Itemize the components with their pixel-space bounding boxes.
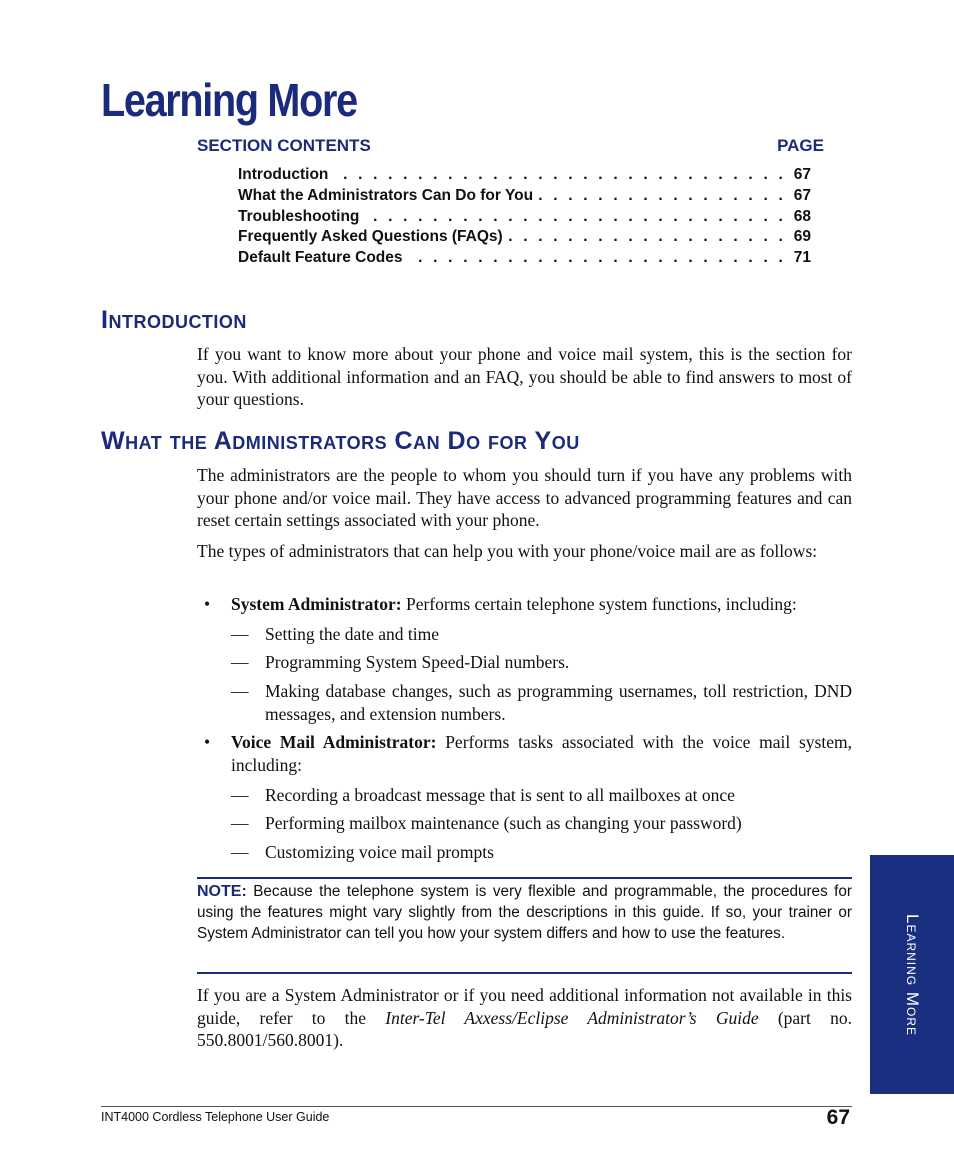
footer-divider — [101, 1106, 852, 1107]
guide-reference: Inter-Tel Axxess/Eclipse Administrator’s Guide — [385, 1007, 759, 1028]
admins-paragraph-1: The administrators are the people to whom you should turn if you have any problems with your phone and/or voice mail. They have access to advanced programming features and can reset certain settings associated with your phone. — [197, 465, 852, 531]
dash-icon: — — [231, 652, 249, 672]
toc-entry-page: 67 — [792, 186, 811, 207]
toc-entry-page: 71 — [792, 248, 811, 269]
toc-page-heading: PAGE — [777, 136, 824, 155]
toc-list — [238, 165, 811, 269]
toc-entry[interactable] — [238, 248, 811, 269]
note-label: NOTE: — [197, 883, 247, 900]
closing-paragraph: If you are a System Administrator or if you need additional information not available in this guide, refer to the Inter-Tel Axxess/Eclipse Administrator’s Guide (part no. 550.8001/560.8001). — [197, 985, 852, 1051]
toc-entry[interactable] — [238, 165, 811, 186]
toc-entry[interactable] — [238, 207, 811, 228]
toc-entry-page: 67 — [792, 165, 811, 186]
admins-heading: What the Administrators Can Do for You — [101, 427, 580, 455]
list-item: — Programming System Speed-Dial numbers. — [231, 652, 570, 672]
toc-entry[interactable] — [238, 186, 811, 207]
side-tab-label: Learning More — [903, 913, 922, 1036]
system-admin-bullet — [197, 593, 852, 616]
toc-entry-label: Introduction — [238, 166, 334, 183]
toc-entry-label: What the Administrators Can Do for You — [238, 187, 539, 204]
toc-entry[interactable] — [238, 227, 811, 248]
list-item: — Making database changes, such as programming usernames, toll restriction, DND messages, and extension numbers. — [231, 681, 852, 724]
toc-entry-page: 69 — [792, 227, 811, 248]
toc-entry-label: Troubleshooting — [238, 208, 365, 225]
note-text: Because the telephone system is very flexible and programmable, the procedures for using the features might vary slightly from the descriptions in this guide. If so, your trainer or System Administrator can tell you how your system differs and how to use the features. — [197, 883, 852, 942]
page-number: 67 — [826, 1106, 850, 1129]
chapter-side-tab[interactable] — [870, 855, 954, 1094]
intro-paragraph: If you want to know more about your phone and voice mail system, this is the section for you. With additional information and an FAQ, you should be able to find answers to most of your questions. — [197, 344, 852, 410]
dash-icon: — — [231, 842, 249, 862]
toc-entry-label: Default Feature Codes — [238, 249, 409, 266]
chapter-title: Learning More — [101, 74, 357, 126]
bullet-icon: • — [204, 594, 211, 614]
dash-icon: — — [231, 785, 249, 805]
vm-admin-label: Voice Mail Administrator: — [231, 732, 437, 752]
system-admin-label: System Administrator: — [231, 594, 402, 614]
footer-guide-title: INT4000 Cordless Telephone User Guide — [101, 1110, 330, 1124]
note-box — [197, 877, 852, 974]
toc-entry-page: 68 — [792, 207, 811, 228]
intro-heading: Introduction — [101, 306, 247, 334]
list-item: — Performing mailbox maintenance (such as changing your password) — [231, 813, 742, 833]
dash-icon: — — [231, 624, 249, 644]
list-item: — Recording a broadcast message that is sent to all mailboxes at once — [231, 785, 735, 805]
list-item: — Customizing voice mail prompts — [231, 842, 494, 862]
bullet-icon: • — [204, 732, 211, 752]
toc-entry-label: Frequently Asked Questions (FAQs) — [238, 228, 509, 245]
admins-paragraph-2: The types of administrators that can help you with your phone/voice mail are as follows: — [197, 541, 818, 561]
vm-admin-text: Performs tasks associated with the voice mail system, including: — [231, 732, 852, 775]
dash-icon: — — [231, 813, 249, 833]
system-admin-text: Performs certain telephone system functions, including: — [401, 594, 797, 614]
toc-heading: SECTION CONTENTS — [197, 136, 371, 155]
toc-header — [197, 136, 824, 160]
list-item: — Setting the date and time — [231, 624, 439, 644]
section-contents — [197, 136, 824, 267]
dash-icon: — — [231, 681, 249, 701]
vm-admin-bullet — [197, 731, 852, 776]
